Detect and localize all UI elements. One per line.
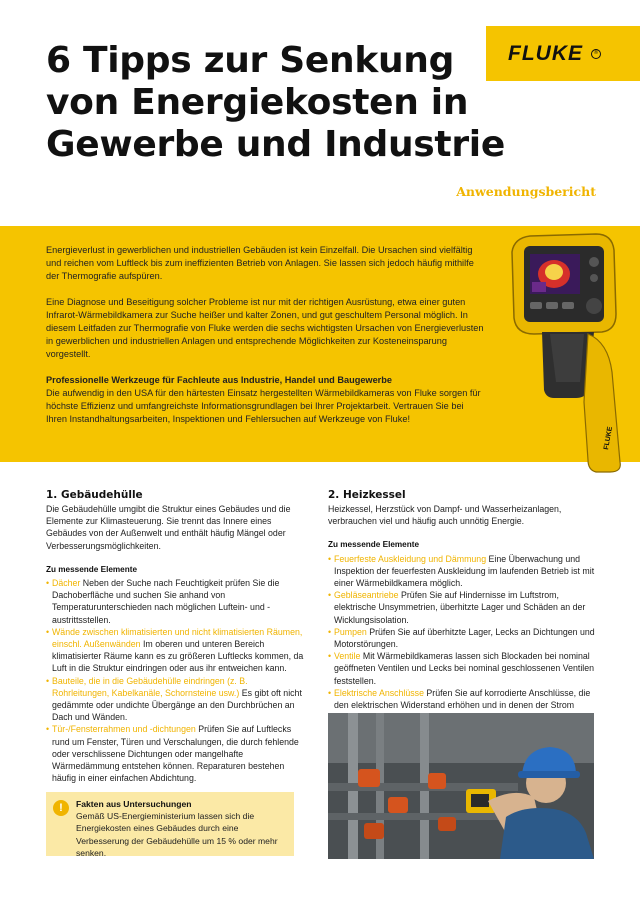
item-text: Im oberen und unteren Bereich klimatisierter Räume kann es zu größeren Luftlecks kommen, da Luft in die Struktur eindringen oder aus ihr entweichen kann. — [52, 639, 304, 674]
title-line: 6 Tipps zur Senkung — [46, 40, 455, 81]
brand-name: FLUKE — [508, 41, 583, 65]
item-text: Eine Überwachung und Inspektion der feuerfesten Auskleidung im laufenden Betrieb ist mit einer Wärmebildkamera möglich. — [334, 553, 595, 589]
item-key: Pumpen — [334, 626, 367, 637]
item-text: Prüfen Sie auf Hindernisse im Luftstrom, elektrische Unsymmetrien, überhitzte Lager und Schäden an der Wicklungsisolation. — [334, 590, 586, 625]
facts-title: Fakten aus Untersuchungen — [76, 799, 192, 809]
section-subheading: Zu messende Elemente — [328, 540, 420, 550]
item-text: Prüfen Sie auf Luftlecks rund um Fenster, Türen und Verschalungen, die durch fehlende oder verschlissene Dichtungen oder mangelhafte Wärmedämmung entstehen können. Reparaturen bestehen häufig in einer einfachen Abdichtung. — [52, 724, 299, 784]
intro-paragraph: Energieverlust in gewerblichen und industriellen Gebäuden ist kein Einzelfall. Die Ursachen sind vielfältig und reichen vom Luftleck bis zum ineffizienten Betrieb von Anlagen. Sie lassen sich jedoch häufig mithilfe der Thermografie aufspüren. — [46, 245, 474, 281]
title-line: von Energiekosten in — [46, 82, 469, 123]
thermal-camera-image — [484, 222, 634, 478]
info-icon: ! — [53, 800, 69, 816]
facts-text: Gemäß US-Energieministerium lassen sich die Energiekosten eines Gebäudes durch eine Verbesserung der Gebäudehülle um 15 % oder mehr senken. — [76, 811, 278, 858]
section-building-envelope — [46, 488, 306, 784]
list-item — [328, 626, 596, 650]
item-key: Bauteile, die in die Gebäudehülle eindringen (z. B. Rohrleitungen, Kabelkanäle, Schornsteine usw.) — [52, 675, 248, 698]
section-heading: 1. Gebäudehülle — [46, 489, 143, 501]
list-item — [46, 626, 306, 675]
item-key: Dächer — [52, 578, 81, 589]
item-text: Es gibt oft nicht gedämmte oder undichte Übergänge an den Durchbrüchen an Dach und Wänden. — [52, 687, 302, 723]
item-text: Neben der Suche nach Feuchtigkeit prüfen Sie die Dachoberfläche und suchen Sie anhand von Temperaturunterschieden nach möglichen Luftein- und -austrittsstellen. — [52, 578, 280, 625]
item-key: Elektrische Anschlüsse — [334, 687, 424, 698]
svg-text:FLUKE: FLUKE — [603, 426, 615, 451]
list-item — [328, 589, 596, 626]
item-key: Ventile — [334, 651, 361, 662]
technician-photo — [328, 713, 594, 859]
measure-list — [328, 553, 596, 736]
page-title — [46, 40, 516, 166]
section-subheading: Zu messende Elemente — [46, 564, 138, 574]
section-body: Heizkessel, Herzstück von Dampf- und Wasserheizanlagen, verbrauchen viel und häufig auch unnötig Energie. — [328, 504, 562, 527]
list-item — [46, 577, 306, 626]
list-item — [328, 553, 596, 590]
item-text: Prüfen Sie auf überhitzte Lager, Lecks an Dichtungen und Motorstörungen. — [334, 626, 595, 650]
item-text: Mit Wärmebildkameras lassen sich Blockaden bei nominal geöffneten Ventilen und Lecks bei nominal geschlossenen Ventilen feststellen. — [334, 651, 595, 686]
intro-paragraph: Eine Diagnose und Beseitigung solcher Probleme ist nur mit der richtigen Ausrüstung, etwa einer guten Infrarot-Wärmebildkamera zur Suche heißer und kalter Zonen, und gut geschultem Personal möglich. In diesem Leitfaden zur Thermografie von Fluke werden die sechs wichtigsten Ursachen von Energieverlusten in gewerblichen und industriellen Anlagen und entsprechende Möglichkeiten zur Kosteneinsparung vorgestellt. — [46, 297, 484, 359]
section-body: Die Gebäudehülle umgibt die Struktur eines Gebäudes und die Elemente zur Klimasteuerung. Sie trennt das Innere eines Gebäudes von der Außenwelt und enthält häufig Mängel oder Verbesserungsmöglichkeiten. — [46, 504, 291, 551]
item-key: Feuerfeste Auskleidung und Dämmung — [334, 553, 487, 564]
title-line: Gewerbe und Industrie — [46, 124, 505, 165]
intro-text — [46, 244, 486, 426]
item-text: Prüfen Sie auf korrodierte Anschlüsse, die den elektrischen Widerstand erhöhen und in denen der Strom — [334, 687, 591, 711]
item-key: Tür-/Fensterrahmen und -dichtungen — [52, 724, 196, 735]
fluke-logo — [486, 26, 640, 81]
list-item — [46, 723, 306, 784]
list-item — [328, 650, 596, 687]
intro-paragraph: Die aufwendig in den USA für den härtesten Einsatz hergestellten Wärmebildkameras von Fluke sorgen für höchste Effizienz und umfangreichste Informationsgrundlagen bei Ihrer Projektarbeit. Vertrauen Sie bei Ihren Instandhaltungsarbeiten, Inspektionen und Fehlersuchen auf Werkzeuge von Fluke! — [46, 388, 481, 424]
facts-box — [46, 792, 294, 856]
item-key: Gebläseantriebe — [334, 590, 399, 601]
registered-mark: ® — [591, 49, 601, 59]
item-key: Wände zwischen klimatisierten und nicht klimatisierten Räumen, einschl. Außenwänden — [52, 626, 303, 650]
document-type: Anwendungsbericht — [456, 184, 596, 199]
measure-list — [46, 577, 306, 784]
section-boiler — [328, 488, 596, 736]
list-item — [46, 675, 306, 724]
intro-subheading: Professionelle Werkzeuge für Fachleute aus Industrie, Handel und Baugewerbe — [46, 375, 392, 385]
section-heading: 2. Heizkessel — [328, 489, 406, 501]
